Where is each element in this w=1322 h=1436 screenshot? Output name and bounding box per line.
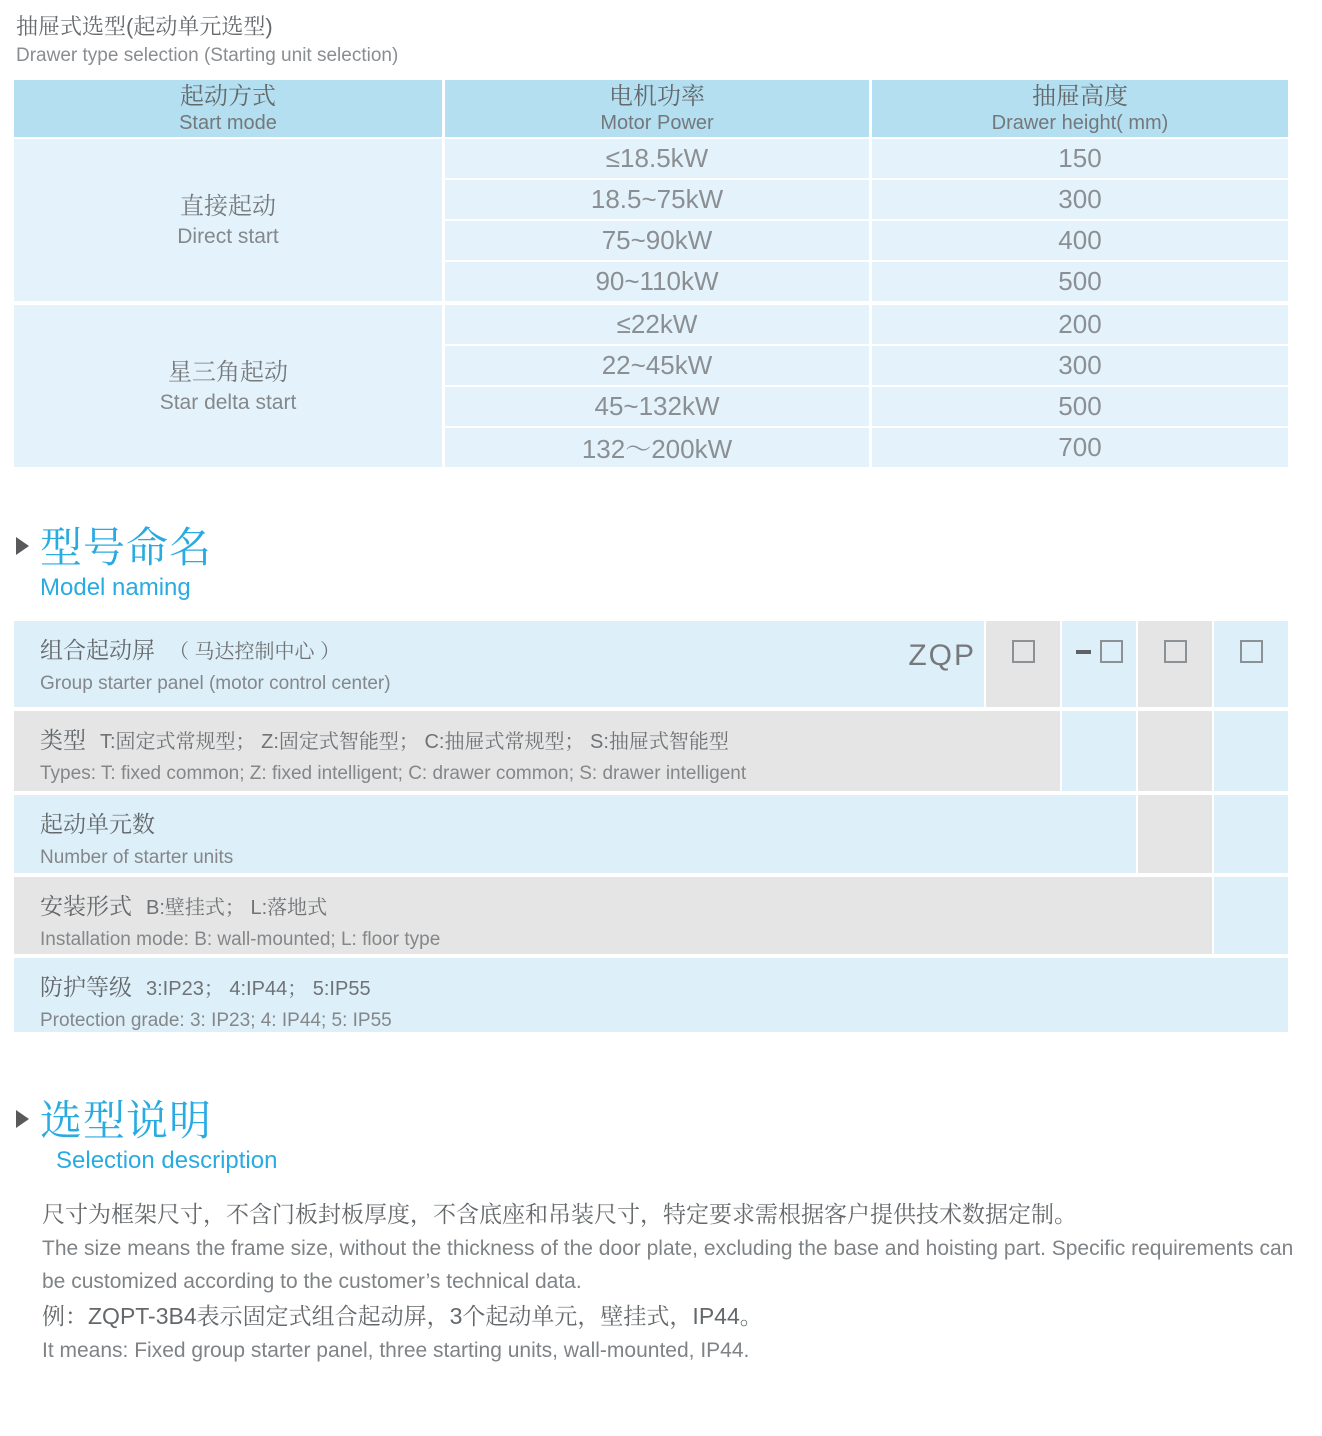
triangle-bullet-icon <box>16 537 29 555</box>
selection-description-body <box>42 1196 1294 1367</box>
code-strip-protection <box>1214 877 1288 954</box>
code-strip-units <box>1062 711 1136 791</box>
selection-description-title-en: Selection description <box>56 1147 278 1174</box>
code-box-installation <box>1164 640 1187 663</box>
group-direct-start-en: Direct start <box>177 224 279 248</box>
band2-term: 类型 <box>40 727 86 753</box>
header-motor-power-zh: 电机功率 <box>609 82 705 110</box>
power-cell: 22~45kW <box>445 346 869 385</box>
band3-en: Number of starter units <box>40 847 234 868</box>
header-start-mode-zh: 起动方式 <box>180 82 276 110</box>
code-strip-installation <box>1138 621 1212 707</box>
height-cell: 500 <box>872 387 1288 426</box>
power-cell: ≤22kW <box>445 305 869 344</box>
band3-term: 起动单元数 <box>40 811 155 837</box>
power-cell: 45~132kW <box>445 387 869 426</box>
group-star-delta-start-zh: 星三角起动 <box>168 358 288 386</box>
selection-description-title-zh: 选型说明 <box>40 1097 213 1144</box>
description-para1-en: The size means the frame size, without the thickness of the door plate, excluding the base and hoisting part. Specific requirements can be customized according to the customer’s technical data. <box>42 1237 1294 1293</box>
band4-detail: B:壁挂式； L:落地式 <box>146 897 328 919</box>
band5-term: 防护等级 <box>40 974 132 1000</box>
code-box-protection <box>1240 640 1263 663</box>
power-cell: 18.5~75kW <box>445 180 869 219</box>
band-installation-mode <box>14 877 1212 954</box>
code-box-units <box>1100 640 1123 663</box>
power-cell: 75~90kW <box>445 221 869 260</box>
band5-en: Protection grade: 3: IP23; 4: IP44; 5: IP55 <box>40 1010 392 1031</box>
code-strip-protection <box>1214 621 1288 707</box>
band-group-starter-panel <box>14 621 984 707</box>
page-title <box>0 12 1322 69</box>
header-start-mode-en: Start mode <box>179 111 277 134</box>
ladder-row-5 <box>14 958 1288 1032</box>
description-para2-en: It means: Fixed group starter panel, three starting units, wall-mounted, IP44. <box>42 1339 750 1362</box>
code-strip-installation <box>1138 711 1212 791</box>
band-starter-units <box>14 795 1136 873</box>
band1-detail: （ 马达控制中心 ） <box>169 641 341 663</box>
page-title-zh: 抽屉式选型(起动单元选型) <box>16 14 273 39</box>
band4-en: Installation mode: B: wall-mounted; L: floor type <box>40 929 441 950</box>
power-cell: 132～200kW <box>445 428 869 467</box>
header-motor-power <box>445 80 869 137</box>
height-cell: 400 <box>872 221 1288 260</box>
drawer-selection-table <box>14 80 1288 467</box>
column-drawer-height <box>872 80 1288 467</box>
power-cell: ≤18.5kW <box>445 139 869 178</box>
ladder-row-2 <box>14 711 1288 791</box>
group-star-delta-start-en: Star delta start <box>159 390 297 414</box>
code-strip-installation <box>1138 795 1212 873</box>
band4-term: 安装形式 <box>40 893 132 919</box>
group-direct-start-zh: 直接起动 <box>180 192 276 220</box>
column-start-mode <box>14 80 442 467</box>
hyphen-mark <box>1076 650 1091 654</box>
band1-zh <box>40 635 391 667</box>
selection-description-section-header <box>16 1096 1322 1176</box>
triangle-bullet-icon <box>16 1110 29 1128</box>
code-strip-type <box>986 621 1060 707</box>
model-naming-diagram <box>14 621 1288 1032</box>
group-star-delta-start <box>14 305 442 467</box>
header-drawer-height <box>872 80 1288 137</box>
ladder-row-4 <box>14 877 1288 954</box>
model-code-prefix: ZQP <box>908 639 976 672</box>
code-strip-protection <box>1214 795 1288 873</box>
height-cell: 700 <box>872 428 1288 467</box>
model-naming-title-en: Model naming <box>40 574 191 601</box>
band2-detail: T:固定式常规型； Z:固定式智能型； C:抽屉式常规型； S:抽屉式智能型 <box>100 731 729 753</box>
height-cell: 300 <box>872 346 1288 385</box>
code-strip-protection <box>1214 711 1288 791</box>
page-title-en: Drawer type selection (Starting unit selection) <box>16 45 399 66</box>
group-direct-start <box>14 139 442 301</box>
height-cell: 300 <box>872 180 1288 219</box>
code-box-type <box>1012 640 1035 663</box>
description-para2-zh: 例：ZQPT-3B4表示固定式组合起动屏，3个起动单元，壁挂式，IP44。 <box>42 1303 763 1329</box>
code-strip-units <box>1062 621 1136 707</box>
band-types <box>14 711 1060 791</box>
band5-detail: 3:IP23； 4:IP44； 5:IP55 <box>146 978 371 1000</box>
description-para1-zh: 尺寸为框架尺寸，不含门板封板厚度，不含底座和吊装尺寸，特定要求需根据客户提供技术数据定制。 <box>42 1201 1077 1227</box>
model-naming-section-header <box>16 523 1322 603</box>
ladder-row-3 <box>14 795 1288 873</box>
band1-en: Group starter panel (motor control center) <box>40 673 391 694</box>
model-naming-title-zh: 型号命名 <box>40 524 213 571</box>
power-cell: 90~110kW <box>445 262 869 301</box>
band-protection-grade <box>14 958 1288 1032</box>
band2-en: Types: T: fixed common; Z: fixed intelligent; C: drawer common; S: drawer intelligent <box>40 763 747 784</box>
height-cell: 500 <box>872 262 1288 301</box>
column-motor-power <box>445 80 869 467</box>
header-drawer-height-zh: 抽屉高度 <box>1032 82 1128 110</box>
header-motor-power-en: Motor Power <box>600 111 714 134</box>
ladder-row-1 <box>14 621 1288 707</box>
header-start-mode <box>14 80 442 137</box>
band1-term: 组合起动屏 <box>40 637 155 663</box>
height-cell: 150 <box>872 139 1288 178</box>
header-drawer-height-en: Drawer height( mm) <box>991 111 1169 134</box>
height-cell: 200 <box>872 305 1288 344</box>
